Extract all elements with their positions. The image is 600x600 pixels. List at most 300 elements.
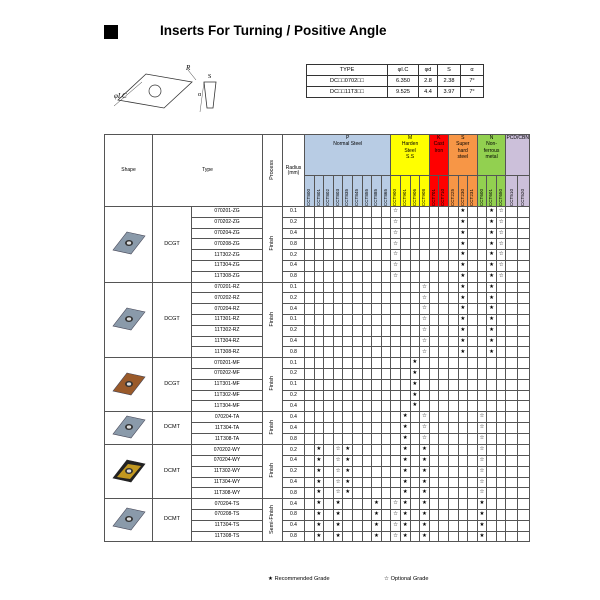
- dim-cell: 9.525: [388, 87, 419, 98]
- recommended-star-icon: ★: [402, 511, 408, 518]
- grade-cell: [420, 488, 430, 499]
- grade-cell: [352, 455, 362, 466]
- grade-cell: [352, 250, 362, 261]
- grade-cell: [362, 531, 372, 542]
- grade-cell: [391, 466, 401, 477]
- grade-cell: [352, 466, 362, 477]
- grade-cell: [487, 314, 497, 325]
- grade-cell: [448, 368, 458, 379]
- grade-cell: [352, 499, 362, 510]
- grade-cell: [506, 293, 518, 304]
- grade-cell: [314, 336, 324, 347]
- recommended-star-icon: ★: [421, 511, 427, 518]
- recommended-star-icon: ★: [421, 500, 427, 507]
- dimension-row: [307, 87, 484, 98]
- grade-header: [468, 176, 478, 207]
- grade-cell: [458, 390, 468, 401]
- radius-cell: 0.4: [283, 412, 305, 423]
- grade-label: CCT801: [315, 188, 321, 206]
- grade-cell: [324, 293, 334, 304]
- grade-cell: [305, 455, 315, 466]
- grade-cell: [343, 250, 353, 261]
- optional-star-icon: ☆: [393, 532, 399, 539]
- insert-code: 070202-RZ: [192, 293, 263, 304]
- grade-cell: [333, 271, 343, 282]
- grade-cell: [420, 336, 430, 347]
- optional-star-icon: ☆: [479, 446, 485, 453]
- grade-cell: [381, 314, 391, 325]
- grade-cell: [506, 304, 518, 315]
- grade-cell: [496, 412, 506, 423]
- grade-cell: [518, 228, 530, 239]
- grade-cell: [400, 282, 410, 293]
- grade-cell: [410, 445, 420, 456]
- optional-star-icon: ☆: [479, 467, 485, 474]
- table-row: [105, 445, 530, 456]
- grade-cell: [420, 293, 430, 304]
- grade-cell: [324, 412, 334, 423]
- grade-cell: [448, 466, 458, 477]
- grade-cell: [324, 260, 334, 271]
- grade-cell: [496, 509, 506, 520]
- grade-cell: [496, 499, 506, 510]
- grade-cell: [458, 239, 468, 250]
- insert-code: 11T302-ZG: [192, 250, 263, 261]
- process-label: Finish: [268, 419, 275, 435]
- grade-cell: [362, 260, 372, 271]
- grade-cell: [372, 239, 382, 250]
- insert-type-cell: [153, 445, 263, 499]
- grade-cell: [372, 401, 382, 412]
- grade-cell: [420, 379, 430, 390]
- grade-label: CCT800: [306, 188, 311, 206]
- grade-cell: [518, 379, 530, 390]
- grade-header: [352, 176, 362, 207]
- grade-cell: [439, 531, 449, 542]
- recommended-star-icon: ★: [460, 229, 466, 236]
- process-cell: [263, 412, 283, 445]
- grade-cell: [439, 434, 449, 445]
- table-row: [105, 412, 530, 423]
- recommended-star-icon: ★: [402, 413, 408, 420]
- grade-cell: [487, 401, 497, 412]
- grade-cell: [314, 271, 324, 282]
- grade-cell: [448, 412, 458, 423]
- grade-cell: [477, 325, 487, 336]
- optional-star-icon: ☆: [421, 424, 427, 431]
- insert-code: 11T304-TA: [192, 423, 263, 434]
- insert-code: 070208-TS: [192, 509, 263, 520]
- grade-cell: [372, 390, 382, 401]
- recommended-star-icon: ★: [489, 240, 495, 247]
- grade-cell: [391, 434, 401, 445]
- section-marker: [104, 25, 118, 39]
- optional-star-icon: ☆: [498, 229, 504, 236]
- recommended-star-icon: ★: [421, 489, 427, 496]
- grade-cell: [458, 250, 468, 261]
- recommended-star-icon: ★: [402, 532, 408, 539]
- grade-cell: [506, 520, 518, 531]
- grade-cell: [468, 228, 478, 239]
- grade-cell: [410, 390, 420, 401]
- grade-cell: [333, 239, 343, 250]
- grade-cell: [391, 379, 401, 390]
- recommended-star-icon: ★: [460, 283, 466, 290]
- grade-cell: [458, 347, 468, 358]
- grade-cell: [381, 368, 391, 379]
- grade-cell: [448, 336, 458, 347]
- grade-cell: [362, 466, 372, 477]
- grade-cell: [468, 271, 478, 282]
- grade-cell: [439, 379, 449, 390]
- grade-cell: [458, 217, 468, 228]
- grade-cell: [372, 217, 382, 228]
- insert-code: 070201-MF: [192, 358, 263, 368]
- grade-cell: [333, 368, 343, 379]
- insert-photo-icon: [109, 456, 149, 486]
- grade-cell: [439, 455, 449, 466]
- grade-cell: [429, 368, 439, 379]
- grade-header: [362, 176, 372, 207]
- grade-header: [400, 176, 410, 207]
- grade-cell: [381, 520, 391, 531]
- grade-cell: [448, 325, 458, 336]
- grade-cell: [381, 282, 391, 293]
- grade-cell: [477, 445, 487, 456]
- grade-cell: [448, 401, 458, 412]
- grade-cell: [429, 325, 439, 336]
- optional-star-icon: ☆: [421, 326, 427, 333]
- grade-cell: [496, 325, 506, 336]
- grade-cell: [381, 304, 391, 315]
- optional-star-icon: ☆: [393, 262, 399, 269]
- grade-cell: [391, 531, 401, 542]
- grade-cell: [448, 455, 458, 466]
- insert-type-cell: [153, 207, 263, 283]
- recommended-star-icon: ★: [489, 305, 495, 312]
- grade-cell: [352, 314, 362, 325]
- grade-cell: [333, 293, 343, 304]
- grade-cell: [496, 207, 506, 218]
- grade-cell: [362, 217, 372, 228]
- grade-cell: [518, 455, 530, 466]
- grade-cell: [458, 282, 468, 293]
- dim-header: φI.C: [388, 65, 419, 76]
- optional-star-icon: ☆: [479, 478, 485, 485]
- recommended-star-icon: ★: [402, 500, 408, 507]
- radius-cell: 0.8: [283, 347, 305, 358]
- grade-cell: [333, 434, 343, 445]
- grade-cell: [429, 293, 439, 304]
- grade-cell: [391, 520, 401, 531]
- optional-star-icon: ☆: [498, 251, 504, 258]
- grade-cell: [362, 207, 372, 218]
- grade-cell: [518, 260, 530, 271]
- grade-cell: [410, 488, 420, 499]
- grade-cell: [468, 314, 478, 325]
- recommended-star-icon: ★: [335, 532, 341, 539]
- grade-cell: [372, 250, 382, 261]
- radius-cell: 0.4: [283, 336, 305, 347]
- grade-cell: [305, 401, 315, 412]
- grade-cell: [448, 282, 458, 293]
- legend-recommended: ★ Recommended Grade: [268, 576, 330, 582]
- grade-cell: [477, 271, 487, 282]
- grade-cell: [333, 207, 343, 218]
- grade-cell: [305, 477, 315, 488]
- grade-cell: [362, 336, 372, 347]
- optional-star-icon: ☆: [393, 251, 399, 258]
- grade-cell: [448, 520, 458, 531]
- grade-cell: [305, 445, 315, 456]
- grade-cell: [468, 401, 478, 412]
- grade-cell: [333, 358, 343, 369]
- radius-cell: 0.1: [283, 379, 305, 390]
- grade-cell: [362, 477, 372, 488]
- grade-label: CCT701: [430, 188, 436, 206]
- grade-cell: [362, 455, 372, 466]
- insert-shape-cell: [105, 499, 153, 542]
- radius-cell: 0.8: [283, 509, 305, 520]
- grade-cell: [324, 423, 334, 434]
- grade-cell: [468, 520, 478, 531]
- grade-cell: [439, 314, 449, 325]
- recommended-star-icon: ★: [316, 478, 322, 485]
- recommended-star-icon: ★: [402, 521, 408, 528]
- grade-cell: [429, 509, 439, 520]
- grade-cell: [352, 228, 362, 239]
- grade-cell: [458, 434, 468, 445]
- grade-cell: [518, 520, 530, 531]
- grade-label: CCT710: [440, 188, 446, 206]
- grade-cell: [314, 260, 324, 271]
- grade-header: [429, 176, 439, 207]
- recommended-star-icon: ★: [489, 262, 495, 269]
- grade-cell: [381, 250, 391, 261]
- recommended-star-icon: ★: [402, 424, 408, 431]
- grade-cell: [333, 423, 343, 434]
- grade-cell: [362, 390, 372, 401]
- grade-cell: [400, 260, 410, 271]
- grade-cell: [496, 250, 506, 261]
- grade-cell: [314, 293, 324, 304]
- grade-cell: [506, 239, 518, 250]
- recommended-star-icon: ★: [316, 521, 322, 528]
- grade-cell: [324, 390, 334, 401]
- grade-cell: [420, 304, 430, 315]
- grade-cell: [391, 358, 401, 369]
- grade-cell: [448, 509, 458, 520]
- grade-cell: [352, 390, 362, 401]
- grade-cell: [333, 336, 343, 347]
- grade-cell: [458, 228, 468, 239]
- grade-cell: [506, 336, 518, 347]
- grade-cell: [381, 207, 391, 218]
- grade-cell: [506, 207, 518, 218]
- grade-cell: [468, 207, 478, 218]
- recommended-star-icon: ★: [489, 218, 495, 225]
- radius-cell: 0.2: [283, 368, 305, 379]
- recommended-star-icon: ★: [460, 316, 466, 323]
- recommended-star-icon: ★: [421, 457, 427, 464]
- process-cell: [263, 207, 283, 283]
- grade-cell: [429, 466, 439, 477]
- grade-cell: [400, 304, 410, 315]
- optional-star-icon: ☆: [335, 446, 341, 453]
- grade-cell: [448, 260, 458, 271]
- grade-cell: [343, 509, 353, 520]
- grade-cell: [429, 520, 439, 531]
- grade-cell: [352, 293, 362, 304]
- grade-cell: [362, 282, 372, 293]
- grade-cell: [343, 304, 353, 315]
- grade-cell: [343, 239, 353, 250]
- insert-series-label: DCMT: [164, 467, 180, 474]
- grade-cell: [429, 336, 439, 347]
- recommended-star-icon: ★: [402, 489, 408, 496]
- grade-cell: [324, 336, 334, 347]
- grade-cell: [439, 271, 449, 282]
- grade-cell: [343, 390, 353, 401]
- insert-type-cell: [153, 358, 263, 412]
- grade-cell: [506, 531, 518, 542]
- insert-code: 070201-ZG: [192, 207, 263, 217]
- grade-cell: [324, 477, 334, 488]
- grade-cell: [381, 477, 391, 488]
- grade-cell: [468, 368, 478, 379]
- grade-cell: [439, 282, 449, 293]
- grade-cell: [381, 260, 391, 271]
- recommended-star-icon: ★: [479, 521, 485, 528]
- grade-cell: [420, 401, 430, 412]
- optional-star-icon: ☆: [498, 208, 504, 215]
- grade-cell: [362, 423, 372, 434]
- grade-cell: [381, 271, 391, 282]
- grade-cell: [439, 325, 449, 336]
- grade-cell: [458, 509, 468, 520]
- grade-cell: [362, 401, 372, 412]
- grade-cell: [468, 325, 478, 336]
- insert-code: 070208-ZG: [192, 239, 263, 250]
- grade-cell: [506, 412, 518, 423]
- grade-cell: [314, 401, 324, 412]
- grade-cell: [496, 314, 506, 325]
- recommended-star-icon: ★: [412, 370, 418, 377]
- optional-star-icon: ☆: [421, 283, 427, 290]
- grade-cell: [372, 434, 382, 445]
- grade-cell: [352, 336, 362, 347]
- grade-cell: [410, 250, 420, 261]
- recommended-star-icon: ★: [335, 521, 341, 528]
- grade-cell: [477, 207, 487, 218]
- grade-cell: [333, 455, 343, 466]
- grade-cell: [333, 499, 343, 510]
- grade-cell: [362, 304, 372, 315]
- grade-cell: [496, 358, 506, 369]
- grade-cell: [362, 509, 372, 520]
- grade-cell: [487, 499, 497, 510]
- grade-cell: [372, 531, 382, 542]
- grade-cell: [439, 304, 449, 315]
- grade-cell: [305, 379, 315, 390]
- recommended-star-icon: ★: [489, 348, 495, 355]
- grade-cell: [305, 282, 315, 293]
- grade-cell: [477, 477, 487, 488]
- recommended-star-icon: ★: [345, 457, 351, 464]
- grade-cell: [518, 250, 530, 261]
- grade-cell: [496, 401, 506, 412]
- grade-cell: [324, 347, 334, 358]
- grade-cell: [391, 477, 401, 488]
- grade-cell: [333, 509, 343, 520]
- optional-star-icon: ☆: [498, 218, 504, 225]
- grade-cell: [324, 304, 334, 315]
- grade-cell: [305, 434, 315, 445]
- grade-cell: [487, 477, 497, 488]
- grade-header: [506, 176, 518, 207]
- grade-label: CCT901: [401, 188, 407, 206]
- grade-cell: [391, 455, 401, 466]
- recommended-star-icon: ★: [373, 500, 379, 507]
- grade-cell: [420, 531, 430, 542]
- grade-cell: [458, 314, 468, 325]
- grade-cell: [410, 499, 420, 510]
- grade-cell: [362, 488, 372, 499]
- grade-cell: [518, 434, 530, 445]
- grade-cell: [439, 358, 449, 369]
- grade-cell: [420, 477, 430, 488]
- grade-cell: [314, 499, 324, 510]
- grade-cell: [468, 282, 478, 293]
- grade-cell: [410, 358, 420, 369]
- header-process: [263, 135, 283, 207]
- grade-cell: [458, 293, 468, 304]
- grade-label: CCT510: [508, 188, 514, 206]
- grade-cell: [420, 509, 430, 520]
- grade-cell: [324, 520, 334, 531]
- radius-cell: 0.2: [283, 390, 305, 401]
- grade-cell: [343, 499, 353, 510]
- grade-cell: [362, 250, 372, 261]
- grade-cell: [448, 390, 458, 401]
- insert-photo-icon: [109, 504, 149, 534]
- insert-code: 11T304-RZ: [192, 336, 263, 347]
- grade-cell: [487, 455, 497, 466]
- grade-cell: [420, 368, 430, 379]
- grade-header: [324, 176, 334, 207]
- grade-cell: [305, 336, 315, 347]
- grade-cell: [487, 412, 497, 423]
- grade-cell: [448, 304, 458, 315]
- header-shape: Shape: [105, 135, 153, 207]
- grade-cell: [496, 336, 506, 347]
- grade-header: [487, 176, 497, 207]
- recommended-star-icon: ★: [345, 467, 351, 474]
- recommended-star-icon: ★: [479, 500, 485, 507]
- grade-cell: [458, 325, 468, 336]
- grade-cell: [458, 304, 468, 315]
- grade-cell: [439, 228, 449, 239]
- recommended-star-icon: ★: [412, 359, 418, 366]
- radius-cell: 0.2: [283, 325, 305, 336]
- grade-cell: [381, 336, 391, 347]
- grade-cell: [305, 499, 315, 510]
- insert-code: 070204-TS: [192, 499, 263, 509]
- grade-cell: [518, 304, 530, 315]
- grade-cell: [400, 531, 410, 542]
- grade-cell: [391, 325, 401, 336]
- grade-cell: [381, 293, 391, 304]
